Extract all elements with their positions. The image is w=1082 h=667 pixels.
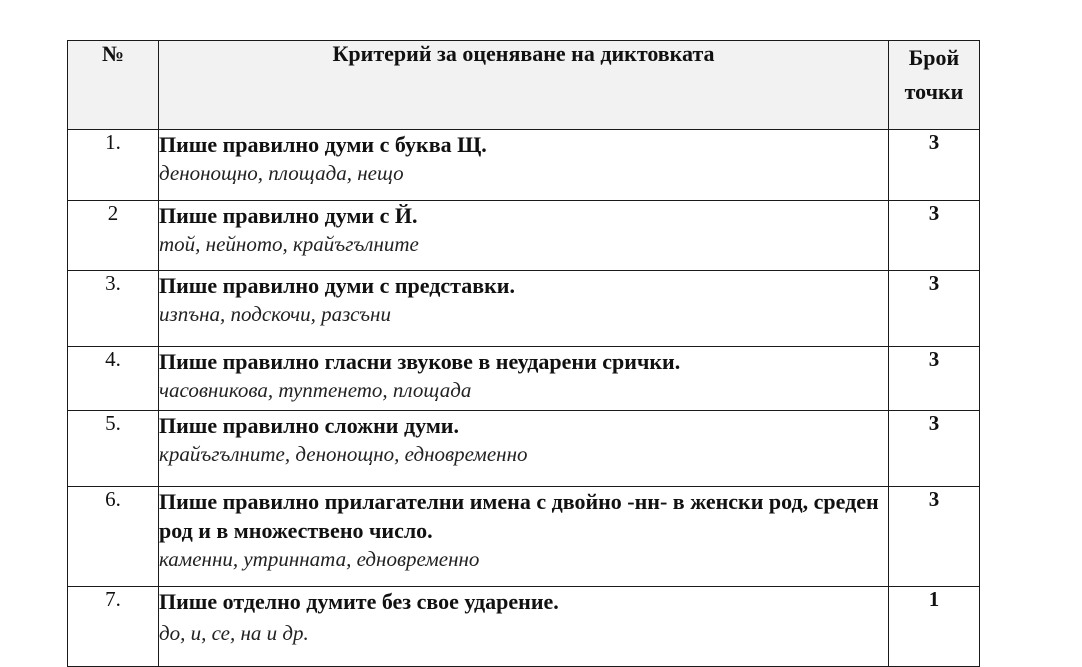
row-points: 3	[889, 130, 980, 201]
criterion-examples: изпъна, подскочи, разсъни	[159, 302, 391, 326]
row-number: 4.	[68, 347, 159, 411]
table-row	[68, 130, 980, 201]
row-criterion	[159, 487, 889, 587]
criterion-examples: до, и, се, на и др.	[159, 621, 309, 645]
header-points-line2: точки	[904, 79, 964, 104]
header-criterion: Критерий за оценяване на диктовката	[159, 41, 889, 130]
table-row	[68, 411, 980, 487]
table-row	[68, 201, 980, 271]
criterion-rule: Пише правилно думи с представки.	[159, 273, 515, 298]
row-number: 5.	[68, 411, 159, 487]
row-number: 6.	[68, 487, 159, 587]
criterion-examples: часовникова, туптенето, площада	[159, 378, 472, 402]
header-points	[889, 41, 980, 130]
row-points: 3	[889, 271, 980, 347]
row-points: 3	[889, 347, 980, 411]
table-row	[68, 487, 980, 587]
criterion-rule: Пише правилно прилагателни имена с двойно -нн- в женски род, среден род и в множествено число.	[159, 489, 879, 543]
row-points: 3	[889, 411, 980, 487]
table-header-row	[68, 41, 980, 130]
table-row	[68, 347, 980, 411]
header-number: №	[68, 41, 159, 130]
criterion-rule: Пише отделно думите без свое ударение.	[159, 589, 559, 614]
row-criterion	[159, 130, 889, 201]
table-row	[68, 587, 980, 667]
criterion-rule: Пише правилно сложни думи.	[159, 413, 459, 438]
criterion-examples: той, нейното, крайъгълните	[159, 232, 419, 256]
row-number: 1.	[68, 130, 159, 201]
row-points: 3	[889, 487, 980, 587]
row-number: 3.	[68, 271, 159, 347]
criterion-examples: каменни, утринната, едновременно	[159, 547, 480, 571]
header-points-line1: Брой	[908, 45, 960, 70]
row-points: 3	[889, 201, 980, 271]
row-criterion	[159, 201, 889, 271]
criterion-examples: крайъгълните, денонощно, едновременно	[159, 442, 528, 466]
row-number: 2	[68, 201, 159, 271]
table-row	[68, 271, 980, 347]
criterion-rule: Пише правилно думи с буква Щ.	[159, 132, 487, 157]
criterion-rule: Пише правилно гласни звукове в неударени срички.	[159, 349, 681, 374]
row-criterion	[159, 411, 889, 487]
row-criterion	[159, 587, 889, 667]
criteria-table	[67, 40, 980, 667]
row-points: 1	[889, 587, 980, 667]
criterion-examples: денонощно, площада, нещо	[159, 161, 404, 185]
row-criterion	[159, 271, 889, 347]
criterion-rule: Пише правилно думи с Й.	[159, 203, 418, 228]
row-number: 7.	[68, 587, 159, 667]
row-criterion	[159, 347, 889, 411]
